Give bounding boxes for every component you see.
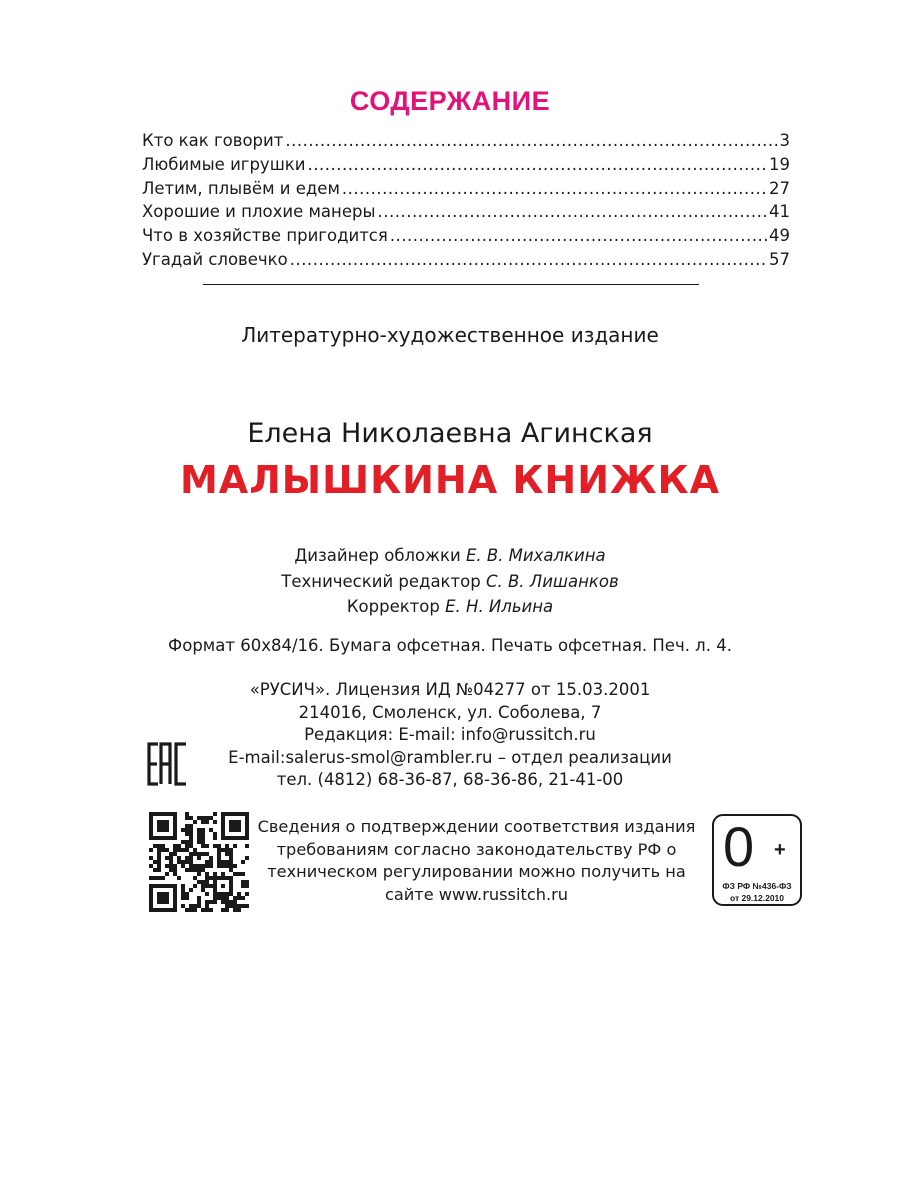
toc-heading: СОДЕРЖАНИЕ — [349, 86, 551, 116]
conformity-notice — [254, 816, 699, 906]
credit-line — [0, 543, 900, 569]
divider — [203, 284, 699, 285]
toc-leader-dots — [390, 226, 767, 245]
author-name: Елена Николаевна Агинская — [247, 418, 653, 449]
toc-leader-dots — [290, 250, 767, 269]
print-format: Формат 60x84/16. Бумага офсетная. Печать офсетная. Печ. л. 4. — [168, 636, 732, 655]
contact-line: 214016, Смоленск, ул. Соболева, 7 — [298, 702, 602, 722]
age-rating-badge — [712, 814, 802, 906]
credit-name: Е. В. Михалкина — [465, 546, 606, 565]
book-title: МАЛЫШКИНА КНИЖКА — [179, 458, 721, 502]
toc-item-title: Что в хозяйстве пригодится — [142, 226, 388, 246]
toc-item-title: Хорошие и плохие манеры — [142, 202, 376, 222]
credit-role: Дизайнер обложки — [294, 546, 461, 565]
edition-type: Литературно-художественное издание — [241, 323, 659, 347]
toc-item-page: 41 — [769, 202, 790, 222]
contact-line[interactable]: E-mail:salerus-smol@rambler.ru – отдел реализации — [228, 747, 672, 767]
toc-item[interactable] — [142, 131, 790, 155]
toc-item[interactable] — [142, 155, 790, 179]
toc-item[interactable] — [142, 250, 790, 274]
age-rating-law — [714, 880, 800, 904]
toc-item-title: Летим, плывём и едем — [142, 178, 340, 198]
credit-role: Корректор — [346, 597, 440, 616]
conformity-line: Сведения о подтверждении соответствия издания — [257, 817, 696, 836]
credit-role: Технический редактор — [281, 571, 481, 591]
toc-item-page: 57 — [769, 249, 790, 269]
credit-line — [0, 594, 900, 620]
toc-item-title: Угадай словечко — [142, 249, 288, 269]
credit-name: С. В. Лишанков — [485, 571, 619, 591]
eac-mark-icon — [147, 741, 189, 787]
age-law-line: от 29.12.2010 — [729, 893, 785, 903]
toc-item-page: 49 — [769, 226, 790, 246]
conformity-line: техническом регулировании можно получить на — [267, 862, 686, 881]
toc-leader-dots — [377, 202, 767, 221]
credit-name: Е. Н. Ильина — [445, 597, 554, 616]
contact-line: «РУСИЧ». Лицензия ИД №04277 от 15.03.2001 — [249, 680, 651, 699]
toc-item[interactable] — [142, 202, 790, 226]
toc-item-title: Любимые игрушки — [142, 154, 306, 174]
conformity-line: требованиям согласно законодательству РФ о — [276, 839, 677, 859]
toc-leader-dots — [308, 155, 768, 174]
qr-code-icon[interactable] — [149, 812, 249, 912]
toc-item-page: 27 — [769, 178, 790, 198]
contact-line: тел. (4812) 68-36-87, 68-36-86, 21-41-00 — [276, 770, 624, 789]
conformity-line[interactable]: сайте www.russitch.ru — [384, 884, 569, 904]
toc-item-page: 19 — [769, 154, 790, 174]
credits — [0, 543, 900, 620]
publisher-contacts — [0, 679, 900, 792]
toc-leader-dots — [285, 131, 777, 150]
credit-line — [0, 569, 900, 595]
contact-line[interactable]: Редакция: E-mail: info@russitch.ru — [304, 725, 596, 744]
toc-item-page: 3 — [779, 131, 790, 150]
toc-item[interactable] — [142, 179, 790, 203]
toc-item-title: Кто как говорит — [142, 131, 284, 150]
toc-item[interactable] — [142, 226, 790, 250]
age-law-line: ФЗ РФ №436-ФЗ — [722, 881, 792, 891]
table-of-contents — [142, 131, 790, 274]
toc-leader-dots — [342, 179, 767, 198]
age-rating-plus: + — [774, 839, 786, 861]
age-rating-value: 0 — [723, 815, 755, 878]
